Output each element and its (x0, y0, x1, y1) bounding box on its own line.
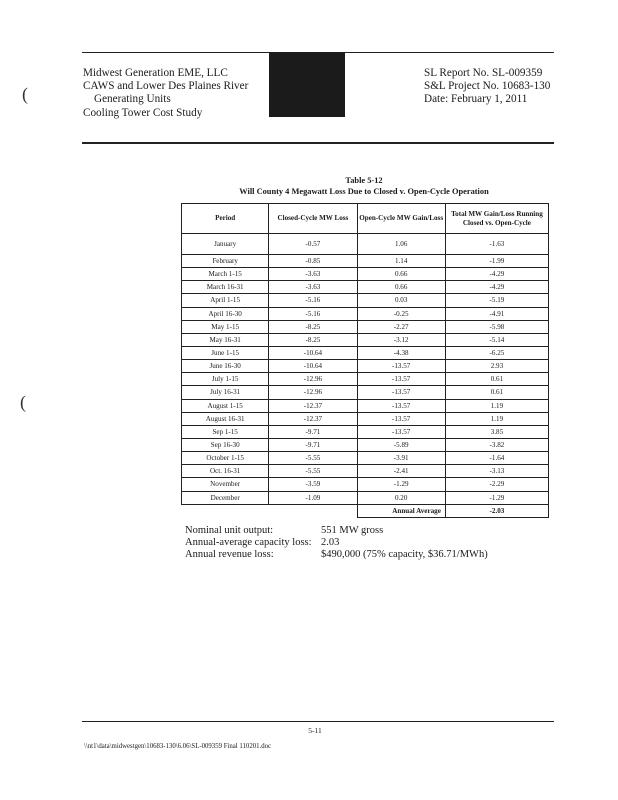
table-row (182, 386, 549, 399)
cell-open-cycle-gain-loss: 1.06 (357, 234, 445, 255)
table-number: Table 5-12 (345, 176, 383, 185)
cell-period: Sep 1-15 (182, 425, 269, 438)
footer-file-path: \\nt1\data\midwestgen\10683-130\6.06\SL-009359 Final 110201.doc (84, 743, 272, 750)
cell-closed-cycle-loss: -8.25 (269, 333, 357, 346)
cell-closed-cycle-loss: -9.71 (269, 438, 357, 451)
cell-closed-cycle-loss: -5.55 (269, 452, 357, 465)
footer-rule (82, 721, 554, 722)
cell-total-gain-loss: -5.19 (445, 294, 548, 307)
cell-period: December (182, 491, 269, 504)
logo-redacted-box (269, 52, 345, 117)
cell-period: Sep 16-30 (182, 438, 269, 451)
cell-total-gain-loss: -3.13 (445, 465, 548, 478)
cell-open-cycle-gain-loss: -0.25 (357, 307, 445, 320)
cell-total-gain-loss: -4.29 (445, 268, 548, 281)
cell-period: April 16-30 (182, 307, 269, 320)
col-header-closed-cycle: Closed-Cycle MW Loss (269, 204, 357, 234)
cell-open-cycle-gain-loss: -1.29 (357, 478, 445, 491)
page-number: 5-11 (308, 726, 322, 735)
cell-closed-cycle-loss: -10.64 (269, 360, 357, 373)
table-row (182, 491, 549, 504)
table-row (182, 412, 549, 425)
header-project-name: CAWS and Lower Des Plaines River (83, 80, 249, 93)
cell-closed-cycle-loss: -3.63 (269, 281, 357, 294)
col-header-open-cycle: Open-Cycle MW Gain/Loss (357, 204, 445, 234)
header-report-number: SL Report No. SL-009359 (424, 67, 543, 79)
cell-closed-cycle-loss: -5.16 (269, 307, 357, 320)
cell-total-gain-loss: -6.25 (445, 346, 548, 359)
cell-open-cycle-gain-loss: -4.38 (357, 346, 445, 359)
cell-period: June 1-15 (182, 346, 269, 359)
cell-total-gain-loss: 1.19 (445, 399, 548, 412)
annual-average-label: Annual Average (357, 504, 445, 517)
cell-period: February (182, 255, 269, 268)
cell-total-gain-loss: -1.64 (445, 452, 548, 465)
blank-cell (182, 504, 358, 517)
cell-total-gain-loss: -5.98 (445, 320, 548, 333)
cell-closed-cycle-loss: -8.25 (269, 320, 357, 333)
header-date: Date: February 1, 2011 (424, 93, 528, 106)
table-row (182, 399, 549, 412)
cell-open-cycle-gain-loss: -13.57 (357, 360, 445, 373)
cell-closed-cycle-loss: -3.59 (269, 478, 357, 491)
cell-closed-cycle-loss: -0.57 (269, 234, 357, 255)
cell-period: May 1-15 (182, 320, 269, 333)
cell-open-cycle-gain-loss: -13.57 (357, 373, 445, 386)
cell-open-cycle-gain-loss: 0.20 (357, 491, 445, 504)
table-row (182, 307, 549, 320)
margin-mark-middle: ( (20, 392, 26, 412)
header-bottom-rule (82, 142, 554, 144)
cell-total-gain-loss: -1.63 (445, 234, 548, 255)
table-row (182, 452, 549, 465)
table-row (182, 438, 549, 451)
header-left-block (83, 67, 248, 120)
cell-period: November (182, 478, 269, 491)
summary-value-capacity-loss: 2.03 (321, 537, 340, 548)
table-row (182, 478, 549, 491)
cell-closed-cycle-loss: -5.16 (269, 294, 357, 307)
cell-total-gain-loss: 0.61 (445, 386, 548, 399)
header-right-block (424, 67, 550, 107)
table-row (182, 360, 549, 373)
cell-closed-cycle-loss: -12.37 (269, 412, 357, 425)
header-study-name: Cooling Tower Cost Study (83, 106, 203, 119)
cell-closed-cycle-loss: -5.55 (269, 465, 357, 478)
table-title: Will County 4 Megawatt Loss Due to Closed v. Open-Cycle Operation (239, 187, 489, 196)
cell-period: March 16-31 (182, 281, 269, 294)
cell-period: May 16-31 (182, 333, 269, 346)
cell-open-cycle-gain-loss: -13.57 (357, 425, 445, 438)
cell-closed-cycle-loss: -3.63 (269, 268, 357, 281)
cell-closed-cycle-loss: -1.09 (269, 491, 357, 504)
table-row (182, 255, 549, 268)
cell-closed-cycle-loss: -12.96 (269, 386, 357, 399)
cell-open-cycle-gain-loss: -5.89 (357, 438, 445, 451)
table-row (182, 333, 549, 346)
cell-total-gain-loss: 3.85 (445, 425, 548, 438)
cell-open-cycle-gain-loss: 0.66 (357, 281, 445, 294)
cell-period: Oct. 16-31 (182, 465, 269, 478)
table-row (182, 294, 549, 307)
header-project-number: S&L Project No. 10683-130 (424, 80, 551, 93)
table-row (182, 268, 549, 281)
cell-period: July 1-15 (182, 373, 269, 386)
header-project-name-cont: Generating Units (94, 93, 171, 106)
table-row (182, 281, 549, 294)
cell-period: August 16-31 (182, 412, 269, 425)
annual-average-row (182, 504, 549, 517)
table-body (182, 234, 549, 518)
cell-total-gain-loss: -4.29 (445, 281, 548, 294)
cell-period: October 1-15 (182, 452, 269, 465)
cell-total-gain-loss: 0.61 (445, 373, 548, 386)
table-row (182, 346, 549, 359)
summary-value-output: 551 MW gross (321, 525, 384, 536)
cell-open-cycle-gain-loss: -13.57 (357, 399, 445, 412)
annual-average-value: -2.03 (445, 504, 548, 517)
cell-open-cycle-gain-loss: 1.14 (357, 255, 445, 268)
summary-label-output: Nominal unit output: (185, 525, 274, 536)
cell-open-cycle-gain-loss: 0.66 (357, 268, 445, 281)
table-row (182, 425, 549, 438)
header-company: Midwest Generation EME, LLC (83, 67, 228, 79)
table-row (182, 320, 549, 333)
cell-total-gain-loss: -3.82 (445, 438, 548, 451)
megawatt-loss-table (181, 203, 549, 518)
summary-value-revenue-loss: $490,000 (75% capacity, $36.71/MWh) (321, 549, 488, 560)
cell-period: July 16-31 (182, 386, 269, 399)
cell-period: April 1-15 (182, 294, 269, 307)
margin-mark-top: ( (22, 84, 28, 104)
cell-open-cycle-gain-loss: 0.03 (357, 294, 445, 307)
cell-closed-cycle-loss: -0.85 (269, 255, 357, 268)
cell-closed-cycle-loss: -9.71 (269, 425, 357, 438)
cell-closed-cycle-loss: -10.64 (269, 346, 357, 359)
cell-period: March 1-15 (182, 268, 269, 281)
table-header-row (182, 204, 549, 234)
cell-open-cycle-gain-loss: -2.27 (357, 320, 445, 333)
table-row (182, 465, 549, 478)
cell-closed-cycle-loss: -12.37 (269, 399, 357, 412)
cell-period: August 1-15 (182, 399, 269, 412)
cell-total-gain-loss: -2.29 (445, 478, 548, 491)
cell-period: June 16-30 (182, 360, 269, 373)
summary-label-capacity-loss: Annual-average capacity loss: (185, 537, 312, 548)
table-row (182, 234, 549, 255)
cell-open-cycle-gain-loss: -13.57 (357, 412, 445, 425)
cell-open-cycle-gain-loss: -13.57 (357, 386, 445, 399)
summary-label-revenue-loss: Annual revenue loss: (185, 549, 274, 560)
cell-open-cycle-gain-loss: -3.12 (357, 333, 445, 346)
cell-total-gain-loss: -4.91 (445, 307, 548, 320)
cell-total-gain-loss: 1.19 (445, 412, 548, 425)
cell-period: January (182, 234, 269, 255)
cell-total-gain-loss: 2.93 (445, 360, 548, 373)
cell-total-gain-loss: -1.29 (445, 491, 548, 504)
table-row (182, 373, 549, 386)
cell-total-gain-loss: -1.99 (445, 255, 548, 268)
col-header-period: Period (182, 204, 269, 234)
col-header-total: Total MW Gain/Loss Running Closed vs. Open-Cycle (445, 204, 548, 234)
cell-open-cycle-gain-loss: -2.41 (357, 465, 445, 478)
cell-open-cycle-gain-loss: -3.91 (357, 452, 445, 465)
cell-total-gain-loss: -5.14 (445, 333, 548, 346)
cell-closed-cycle-loss: -12.96 (269, 373, 357, 386)
